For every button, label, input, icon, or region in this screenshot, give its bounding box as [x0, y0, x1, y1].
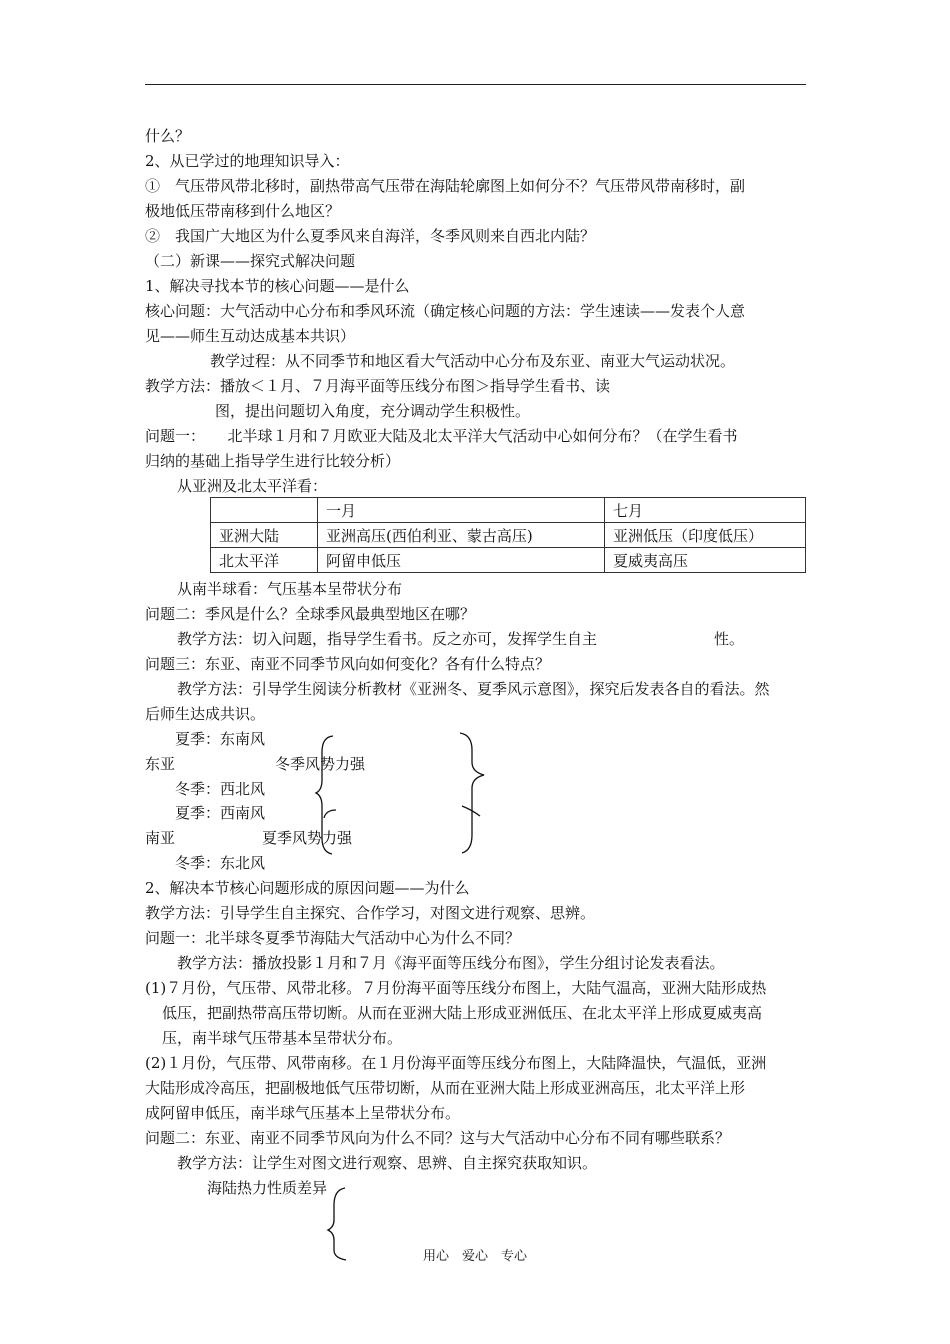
text-line: 问题二：东亚、南亚不同季节风向为什么不同？这与大气活动中心分布不同有哪些联系？ [145, 1129, 731, 1147]
text-line: ② 我国广大地区为什么夏季风来自海洋，冬季风则来自西北内陆？ [145, 227, 596, 245]
text-line: 压，南半球气压带基本呈带状分布。 [162, 1029, 403, 1047]
text-line: 核心问题：大气活动中心分布和季风环流（确定核心问题的方法：学生速读——发表个人意 [145, 302, 746, 320]
monsoon-south-winter: 冬季：东北风 [175, 854, 266, 872]
monsoon-east-label: 东亚 [145, 755, 176, 773]
text-line: 教学方法：引导学生阅读分析教材《亚洲冬、夏季风示意图》，探究后发表各自的看法。然 [177, 680, 770, 698]
text-line: 性。 [714, 630, 745, 648]
table-cell: 一月 [318, 498, 605, 523]
left-brace-icon [316, 736, 333, 854]
right-brace-icon [462, 806, 480, 816]
text-line: 大陆形成冷高压，把副极地低气压带切断，从而在亚洲大陆上形成亚洲高压，北太平洋上形 [145, 1079, 746, 1097]
text-line: 教学方法：让学生对图文进行观察、思辨、自主探究获取知识。 [177, 1154, 598, 1172]
table-cell: 阿留申低压 [318, 548, 605, 573]
text-line: 教学方法：播放＜１月、７月海平面等压线分布图＞指导学生看书、读 [145, 377, 611, 395]
section-heading: 2、解决本节核心问题形成的原因问题——为什么 [145, 879, 470, 897]
monsoon-south-summer: 夏季：西南风 [175, 804, 266, 822]
text-line: 极地低压带南移到什么地区？ [145, 202, 341, 220]
text-line: (1)７月份，气压带、风带北移。７月份海平面等压线分布图上，大陆气温高，亚洲大陆形成热 [145, 979, 767, 997]
text-line: 教学方法：引导学生自主探究、合作学习，对图文进行观察、思辨。 [145, 904, 596, 922]
monsoon-south-label: 南亚 [145, 829, 176, 847]
monsoon-east-winter: 冬季：西北风 [175, 780, 266, 798]
page-footer: 用心 爱心 专心 [422, 1249, 527, 1264]
text-line: 教学过程：从不同季节和地区看大气活动中心分布及东亚、南亚大气运动状况。 [210, 352, 736, 370]
text-line: 教学方法：切入问题，指导学生看书。反之亦可，发挥学生自主 [177, 630, 598, 648]
text-line: 问题一： 北半球１月和７月欧亚大陆及北太平洋大气活动中心如何分布？（在学生看书 [145, 427, 738, 445]
text-line: 归纳的基础上指导学生进行比较分析） [145, 452, 401, 470]
text-line: (2)１月份，气压带、风带南移。在１月份海平面等压线分布图上，大陆降温快，气温低，亚洲 [145, 1054, 767, 1072]
table-cell: 亚洲大陆 [211, 523, 318, 548]
table-cell: 七月 [605, 498, 806, 523]
text-line: 从南半球看：气压基本呈带状分布 [177, 580, 403, 598]
text-line: 教学方法：播放投影１月和７月《海平面等压线分布图》，学生分组讨论发表看法。 [177, 954, 725, 972]
text-line: 图，提出问题切入角度，充分调动学生积极性。 [215, 402, 531, 420]
right-brace-icon [460, 733, 484, 853]
table-cell: 北太平洋 [211, 548, 318, 573]
table-cell: 亚洲高压(西伯利亚、蒙古高压) [318, 523, 605, 548]
monsoon-south-note: 夏季风势力强 [262, 829, 353, 847]
text-line: 问题一：北半球冬夏季节海陆大气活动中心为什么不同？ [145, 929, 521, 947]
text-line: 1、解决寻找本节的核心问题——是什么 [145, 277, 410, 295]
monsoon-east-note: 冬季风势力强 [275, 755, 366, 773]
table-cell: 夏威夷高压 [605, 548, 806, 573]
table-cell: 亚洲低压（印度低压） [605, 523, 806, 548]
text-line: 问题二：季风是什么？全球季风最典型地区在哪？ [145, 605, 476, 623]
text-line: 低压，把副热带高压带切断。从而在亚洲大陆上形成亚洲低压、在北太平洋上形成夏威夷高 [162, 1004, 763, 1022]
section-heading: （二）新课——探究式解决问题 [145, 252, 356, 270]
text-line: ① 气压带风带北移时，副热带高气压带在海陆轮廓图上如何分不？气压带风带南移时，副 [145, 177, 746, 195]
text-line: 后师生达成共识。 [145, 705, 266, 723]
text-line: 从亚洲及北太平洋看： [177, 477, 328, 495]
text-line: 2、从已学过的地理知识导入： [145, 152, 350, 170]
text-line: 问题三：东亚、南亚不同季节风向如何变化？各有什么特点？ [145, 655, 551, 673]
monsoon-east-summer: 夏季：东南风 [175, 730, 266, 748]
text-line: 什么？ [145, 127, 191, 145]
left-brace-icon [324, 810, 336, 818]
text-line: 见——师生互动达成基本共识） [145, 327, 356, 345]
text-line: 成阿留申低压，南半球气压基本上呈带状分布。 [145, 1104, 461, 1122]
text-line: 海陆热力性质差异 [207, 1179, 328, 1197]
